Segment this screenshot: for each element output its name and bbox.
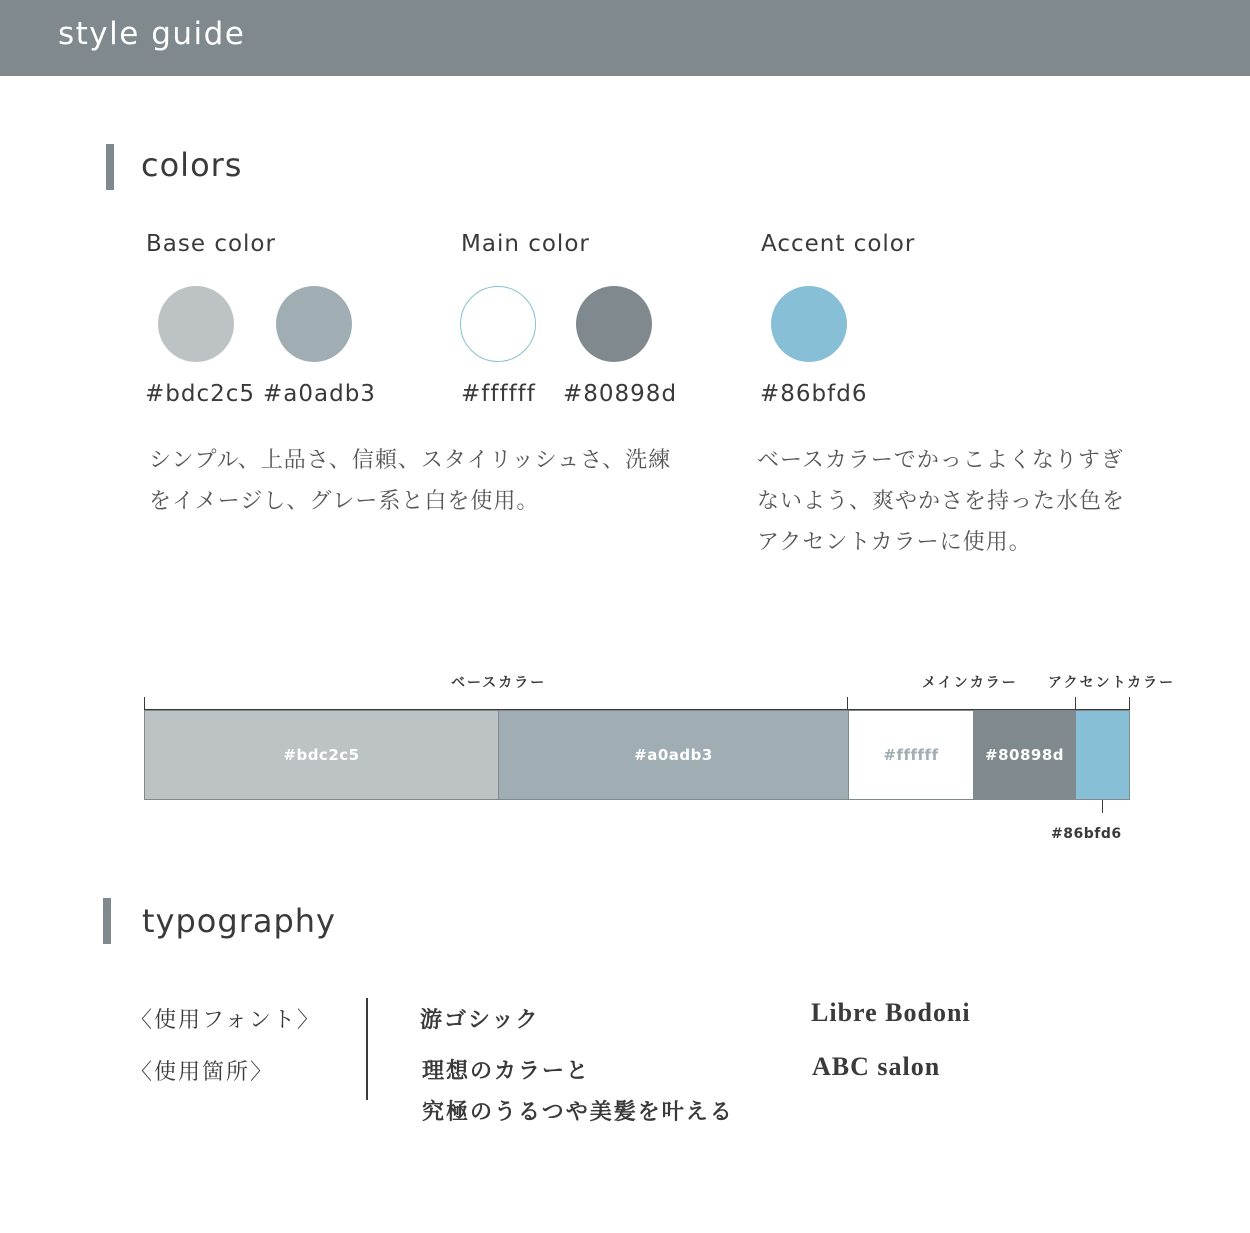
description-line: シンプル、上品さ、信頼、スタイリッシュさ、洗練 [149, 448, 672, 473]
segment-label: #bdc2c5 [283, 746, 360, 764]
main-hex-2: #80898d [563, 381, 678, 407]
ratio-segment-main-2 [973, 710, 1075, 800]
colors-section-marker [106, 144, 114, 190]
accent-description [757, 440, 1125, 563]
usage-label: 〈使用箇所〉 [130, 1060, 275, 1085]
jp-font-name: 游ゴシック [420, 1008, 540, 1033]
main-swatch-1 [460, 286, 536, 362]
font-used-label: 〈使用フォント〉 [130, 1008, 321, 1033]
base-main-description [149, 440, 671, 522]
ratio-label-base: ベースカラー [451, 675, 547, 691]
jp-sample-line: 理想のカラーと [422, 1059, 591, 1084]
main-swatch-2 [576, 286, 652, 362]
description-line: をイメージし、グレー系と白を使用。 [149, 489, 540, 514]
description-line: ないよう、爽やかさを持った水色を [757, 489, 1126, 514]
main-color-label: Main color [461, 231, 590, 257]
base-color-label: Base color [146, 231, 276, 257]
colors-section-title: colors [141, 146, 243, 184]
accent-color-label: Accent color [761, 231, 916, 257]
segment-label: #a0adb3 [634, 746, 713, 764]
main-hex-1: #ffffff [461, 381, 536, 407]
segment-label: #80898d [985, 746, 1064, 764]
accent-hex: #86bfd6 [760, 381, 868, 407]
base-hex-2: #a0adb3 [263, 381, 376, 407]
ratio-label-accent: アクセントカラー [1048, 675, 1176, 691]
ratio-segment-base-1 [144, 710, 498, 800]
jp-sample-line: 究極のうるつや美髪を叶える [422, 1100, 734, 1125]
description-line: ベースカラーでかっこよくなりすぎ [757, 448, 1124, 473]
typography-divider [366, 998, 368, 1100]
ratio-segment-accent [1075, 710, 1130, 800]
accent-pointer-tick [1102, 800, 1103, 813]
base-swatch-2 [276, 286, 352, 362]
typography-section-marker [103, 898, 111, 944]
ratio-segment-base-2 [498, 710, 848, 800]
accent-swatch [771, 286, 847, 362]
latin-sample: ABC salon [812, 1052, 941, 1081]
typography-section-title: typography [142, 902, 336, 940]
ratio-label-main: メインカラー [922, 675, 1018, 691]
accent-segment-label: #86bfd6 [1051, 826, 1122, 842]
base-swatch-1 [158, 286, 234, 362]
description-line: アクセントカラーに使用。 [757, 530, 1032, 555]
latin-font-name: Libre Bodoni [811, 998, 971, 1027]
ratio-segment-main-1 [848, 710, 973, 800]
header-bar [0, 0, 1250, 76]
segment-label: #ffffff [883, 746, 939, 764]
base-hex-1: #bdc2c5 [145, 381, 256, 407]
page-title: style guide [58, 16, 246, 52]
